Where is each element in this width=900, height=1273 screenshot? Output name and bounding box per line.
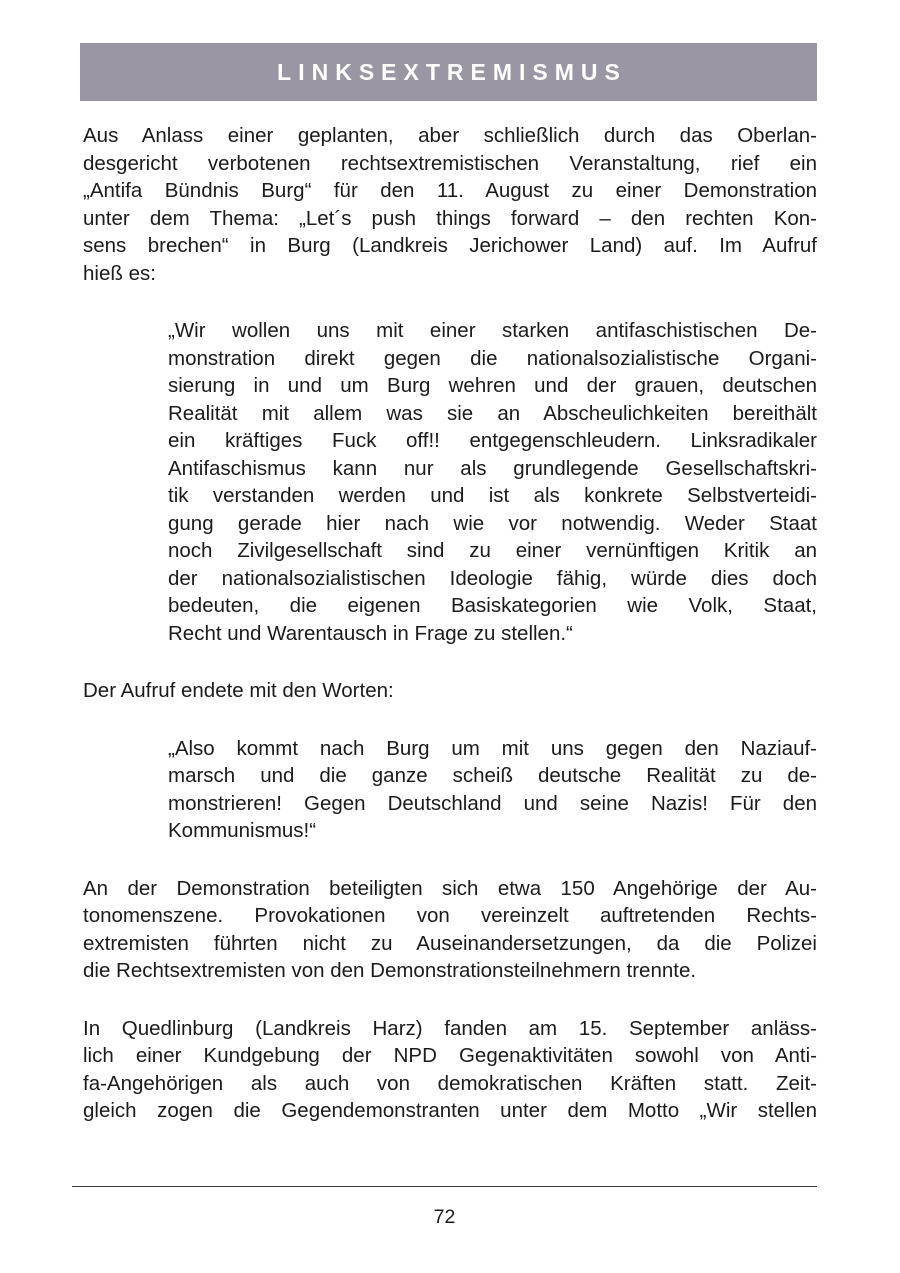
- paragraph: [83, 122, 817, 287]
- text-line: tik verstanden werden und ist als konkrete Selbstverteidi-: [168, 484, 817, 507]
- text-line: desgericht verbotenen rechtsextremistischen Veranstaltung, rief ein: [83, 151, 817, 175]
- text-line: An der Demonstration beteiligten sich etwa 150 Angehörige der Au-: [83, 876, 817, 900]
- text-line: gung gerade hier nach wie vor notwendig. Weder Staat: [168, 511, 817, 535]
- block-quote: [168, 317, 817, 647]
- paragraph: [83, 875, 817, 985]
- text-line: sens brechen“ in Burg (Landkreis Jerichower Land) auf. Im Aufruf: [83, 234, 817, 257]
- text-line: sierung in und um Burg wehren und der grauen, deutschen: [168, 374, 817, 397]
- text-line: tonomenszene. Provokationen von vereinzelt auftretenden Rechts-: [83, 904, 817, 927]
- text-line: bedeuten, die eigenen Basiskategorien wie Volk, Staat,: [168, 594, 817, 617]
- page-body: [83, 122, 817, 1155]
- text-line: Antifaschismus kann nur als grundlegende Gesellschaftskri-: [168, 456, 817, 480]
- text-line: monstration direkt gegen die nationalsozialistische Organi-: [168, 346, 817, 370]
- paragraph: [83, 677, 817, 705]
- text-line: Realität mit allem was sie an Abscheulichkeiten bereithält: [168, 401, 817, 425]
- text-line: gleich zogen die Gegendemonstranten unter dem Motto „Wir stellen: [83, 1099, 817, 1122]
- page-number: 72: [433, 1206, 456, 1228]
- footer-divider: [72, 1186, 817, 1187]
- text-line: marsch und die ganze scheiß deutsche Realität zu de-: [168, 764, 817, 787]
- text-line: In Quedlinburg (Landkreis Harz) fanden am 15. September anläss-: [83, 1016, 817, 1040]
- block-quote: [168, 735, 817, 845]
- text-line: extremisten führten nicht zu Auseinandersetzungen, da die Polizei: [83, 931, 817, 955]
- text-line: Aus Anlass einer geplanten, aber schließlich durch das Oberlan-: [83, 124, 817, 147]
- text-line: der nationalsozialistischen Ideologie fähig, würde dies doch: [168, 566, 817, 590]
- text-line: Recht und Warentausch in Frage zu stellen.“: [168, 621, 573, 645]
- text-line: die Rechtsextremisten von den Demonstrationsteilnehmern trennte.: [83, 959, 697, 982]
- text-line: „Wir wollen uns mit einer starken antifaschistischen De-: [168, 319, 817, 342]
- text-line: lich einer Kundgebung der NPD Gegenaktivitäten sowohl von Anti-: [83, 1044, 817, 1067]
- text-line: Der Aufruf endete mit den Worten:: [83, 679, 394, 702]
- text-line: ein kräftiges Fuck off!! entgegenschleudern. Linksradikaler: [168, 429, 817, 452]
- paragraph: [83, 1015, 817, 1125]
- text-line: noch Zivilgesellschaft sind zu einer vernünftigen Kritik an: [168, 539, 817, 562]
- text-line: fa-Angehörigen als auch von demokratischen Kräften statt. Zeit-: [83, 1071, 817, 1095]
- text-line: hieß es:: [83, 261, 156, 285]
- section-title: LINKSEXTREMISMUS: [277, 58, 627, 85]
- text-line: „Also kommt nach Burg um mit uns gegen den Naziauf-: [168, 736, 817, 760]
- text-line: Kommunismus!“: [168, 819, 317, 842]
- text-line: „Antifa Bündnis Burg“ für den 11. August zu einer Demonstration: [83, 179, 817, 202]
- section-header-bar: [80, 43, 817, 101]
- text-line: unter dem Thema: „Let´s push things forward – den rechten Kon-: [83, 206, 817, 230]
- text-line: monstrieren! Gegen Deutschland und seine Nazis! Für den: [168, 791, 817, 815]
